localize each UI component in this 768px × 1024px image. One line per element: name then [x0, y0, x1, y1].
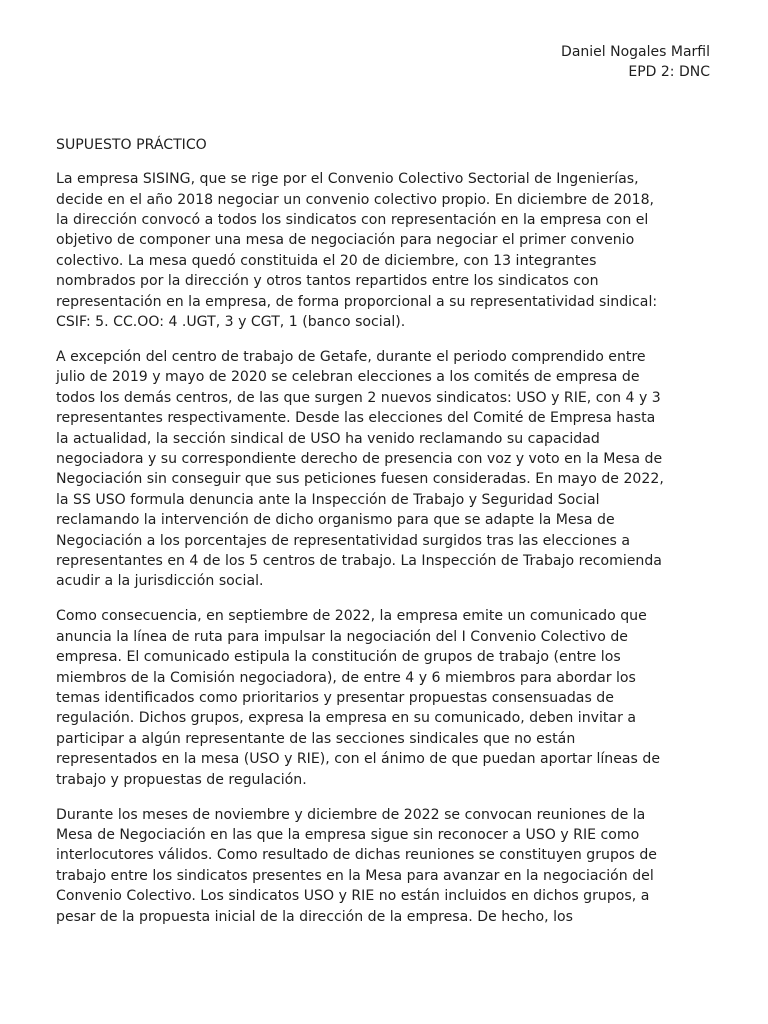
paragraph-3	[56, 606, 712, 790]
text-line: miembros de la Comisión negociadora), de entre 4 y 6 miembros para abordar los	[56, 669, 636, 686]
text-line: la SS USO formula denuncia ante la Inspección de Trabajo y Seguridad Social	[56, 491, 600, 508]
text-line: objetivo de componer una mesa de negociación para negociar el primer convenio	[56, 232, 635, 249]
text-line: A excepción del centro de trabajo de Getafe, durante el periodo comprendido entre	[56, 348, 646, 365]
text-line: pesar de la propuesta inicial de la dirección de la empresa. De hecho, los	[56, 908, 573, 925]
course-label: EPD 2: DNC	[628, 64, 710, 81]
text-line: decide en el año 2018 negociar un convenio colectivo propio. En diciembre de 2018,	[56, 191, 655, 208]
text-line: nombrados por la dirección y otros tantos repartidos entre los sindicatos con	[56, 273, 599, 290]
text-line: interlocutores válidos. Como resultado de dichas reuniones se constituyen grupos de	[56, 847, 657, 864]
text-line: la dirección convocó a todos los sindicatos con representación en la empresa con el	[56, 212, 649, 229]
paragraph-2	[56, 347, 712, 592]
text-line: acudir a la jurisdicción social.	[56, 573, 264, 590]
text-line: Como consecuencia, en septiembre de 2022, la empresa emite un comunicado que	[56, 608, 647, 625]
text-line: temas identificados como prioritarios y presentar propuestas consensuadas de	[56, 689, 614, 706]
paragraph-1	[56, 169, 712, 332]
text-line: trabajo y propuestas de regulación.	[56, 771, 307, 788]
text-line: representados en la mesa (USO y RIE), con el ánimo de que puedan aportar líneas de	[56, 751, 660, 768]
text-line: Negociación a los porcentajes de representatividad surgidos tras las elecciones a	[56, 532, 630, 549]
text-line: negociadora y su correspondiente derecho de presencia con voz y voto en la Mesa de	[56, 451, 663, 467]
text-line: la actualidad, la sección sindical de USO ha venido reclamando su capacidad	[56, 430, 600, 447]
text-line: todos los demás centros, de las que surgen 2 nuevos sindicatos: USO y RIE, con 4 y 3	[56, 389, 661, 406]
text-line: representación en la empresa, de forma proporcional a su representatividad sindical:	[56, 293, 658, 310]
text-line: trabajo entre los sindicatos presentes en la Mesa para avanzar en la negociación del	[56, 867, 654, 884]
text-line: CSIF: 5. CC.OO: 4 .UGT, 3 y CGT, 1 (banco social).	[56, 314, 406, 331]
text-line: La empresa SISING, que se rige por el Convenio Colectivo Sectorial de Ingenierías,	[56, 171, 639, 188]
text-line: empresa. El comunicado estipula la constitución de grupos de trabajo (entre los	[56, 649, 621, 666]
document-header	[56, 42, 710, 83]
text-line: representantes en 4 de los 5 centros de trabajo. La Inspección de Trabajo recomienda	[56, 553, 662, 570]
text-line: regulación. Dichos grupos, expresa la empresa en su comunicado, deben invitar a	[56, 710, 636, 727]
text-line: representantes respectivamente. Desde las elecciones del Comité de Empresa hasta	[56, 410, 656, 427]
paragraph-4	[56, 805, 712, 927]
section-title: SUPUESTO PRÁCTICO	[56, 136, 207, 153]
text-line: anuncia la línea de ruta para impulsar la negociación del I Convenio Colectivo de	[56, 628, 628, 645]
text-line: julio de 2019 y mayo de 2020 se celebran elecciones a los comités de empresa de	[56, 369, 640, 386]
text-line: participar a algún representante de las secciones sindicales que no están	[56, 730, 576, 747]
text-line: reclamando la intervención de dicho organismo para que se adapte la Mesa de	[56, 512, 615, 529]
author-name: Daniel Nogales Marfil	[561, 44, 710, 60]
text-line: Convenio Colectivo. Los sindicatos USO y RIE no están incluidos en dichos grupos, a	[56, 888, 650, 905]
text-line: colectivo. La mesa quedó constituida el 20 de diciembre, con 13 integrantes	[56, 252, 597, 269]
text-line: Durante los meses de noviembre y diciembre de 2022 se convocan reuniones de la	[56, 806, 646, 823]
text-line: Negociación sin conseguir que sus peticiones fuesen consideradas. En mayo de 2022,	[56, 471, 664, 488]
text-line: Mesa de Negociación en las que la empresa sigue sin reconocer a USO y RIE como	[56, 826, 640, 843]
